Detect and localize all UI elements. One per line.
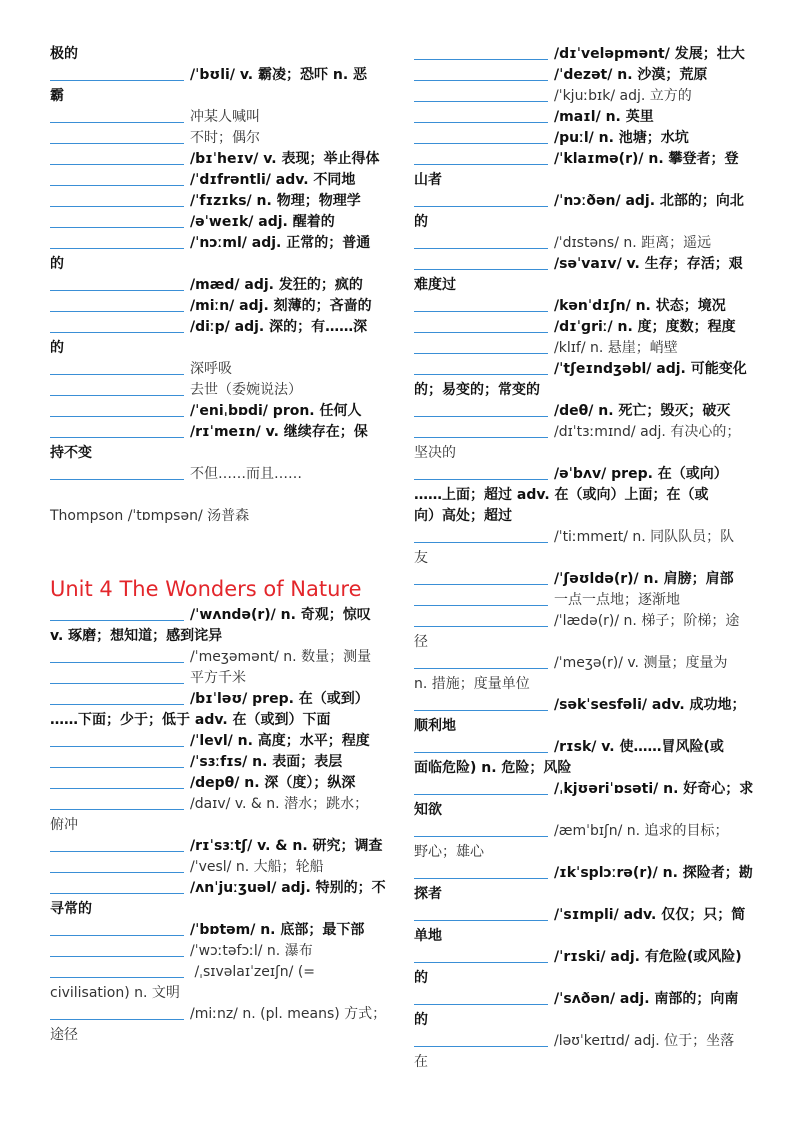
entry-text: /ˈtʃeɪndʒəbl/ adj. 可能变化 bbox=[554, 361, 747, 377]
entry-text: 野心；雄心 bbox=[414, 844, 484, 860]
vocab-continuation bbox=[414, 1010, 752, 1031]
entry-text: /mæd/ adj. 发狂的；疯的 bbox=[190, 277, 363, 293]
vocab-entry bbox=[414, 590, 752, 611]
vocab-continuation bbox=[50, 443, 388, 464]
answer-blank[interactable] bbox=[50, 360, 184, 375]
entry-text: n. 措施；度量单位 bbox=[414, 676, 530, 692]
vocab-continuation bbox=[50, 86, 388, 107]
entry-text: /rɪˈsɜːtʃ/ v. & n. 研究；调查 bbox=[190, 838, 383, 854]
vocab-entry bbox=[50, 773, 388, 794]
entry-text: /ˈdezət/ n. 沙漠；荒原 bbox=[554, 67, 708, 83]
entry-text: 友 bbox=[414, 550, 428, 566]
entry-text: /ˈrɪski/ adj. 有危险(或风险) bbox=[554, 949, 742, 965]
vocab-entry bbox=[50, 647, 388, 668]
answer-blank[interactable] bbox=[50, 858, 184, 873]
vocab-entry bbox=[50, 668, 388, 689]
vocab-entry bbox=[414, 65, 752, 86]
vocab-entry bbox=[414, 149, 752, 170]
entry-text: /dɪˈveləpmənt/ 发展；壮大 bbox=[554, 46, 745, 62]
entry-text: 的 bbox=[414, 970, 428, 986]
vocab-entry bbox=[414, 653, 752, 674]
vocab-continuation bbox=[50, 1025, 388, 1046]
vocab-entry bbox=[50, 233, 388, 254]
entry-text: /əˈbʌv/ prep. 在（或向） bbox=[554, 466, 728, 482]
answer-blank[interactable] bbox=[50, 297, 184, 312]
entry-text: ……上面；超过 adv. 在（或向）上面；在（或 bbox=[414, 487, 709, 503]
entry-text: /ˈwʌndə(r)/ n. 奇观；惊叹 bbox=[190, 607, 371, 623]
entry-text: /ˈwɔːtəfɔːl/ n. 瀑布 bbox=[190, 943, 313, 959]
answer-blank[interactable] bbox=[50, 192, 184, 207]
answer-blank[interactable] bbox=[414, 402, 548, 417]
entry-text: /ˈtiːmmeɪt/ n. 同队队员；队 bbox=[554, 529, 735, 545]
entry-text: 冲某人喊叫 bbox=[190, 109, 260, 125]
answer-blank[interactable] bbox=[50, 66, 184, 81]
entry-text: /ʌnˈjuːʒuəl/ adj. 特别的；不 bbox=[190, 880, 386, 896]
entry-text: /ˈeniˌbɒdi/ pron. 任何人 bbox=[190, 403, 362, 419]
answer-blank[interactable] bbox=[414, 360, 548, 375]
answer-blank[interactable] bbox=[50, 1005, 184, 1020]
answer-blank[interactable] bbox=[50, 465, 184, 480]
vocab-continuation bbox=[50, 44, 388, 65]
spacer bbox=[50, 485, 388, 506]
answer-blank[interactable] bbox=[50, 318, 184, 333]
vocab-entry bbox=[50, 317, 388, 338]
vocab-entry bbox=[414, 338, 752, 359]
vocab-continuation bbox=[414, 506, 752, 527]
answer-blank[interactable] bbox=[414, 990, 548, 1005]
unit-heading: Unit 4 The Wonders of Nature bbox=[50, 577, 362, 601]
entry-text: /klɪf/ n. 悬崖；峭壁 bbox=[554, 340, 678, 356]
entry-text: /ˈfɪzɪks/ n. 物理；物理学 bbox=[190, 193, 361, 209]
vocab-continuation bbox=[414, 632, 752, 653]
vocab-continuation bbox=[414, 443, 752, 464]
vocab-entry bbox=[50, 191, 388, 212]
vocab-entry bbox=[50, 857, 388, 878]
entry-text: 径 bbox=[414, 634, 428, 650]
entry-text: 单地 bbox=[414, 928, 442, 944]
answer-blank[interactable] bbox=[414, 864, 548, 879]
vocab-entry bbox=[50, 731, 388, 752]
answer-blank[interactable] bbox=[414, 570, 548, 585]
entry-text: 难度过 bbox=[414, 277, 456, 293]
answer-blank[interactable] bbox=[50, 774, 184, 789]
entry-text: 的 bbox=[50, 340, 64, 356]
answer-blank[interactable] bbox=[50, 276, 184, 291]
entry-text: /bɪˈləʊ/ prep. 在（或到） bbox=[190, 691, 369, 707]
entry-text: 持不变 bbox=[50, 445, 92, 461]
entry-text: 向）高处；超过 bbox=[414, 508, 512, 524]
entry-text: /kənˈdɪʃn/ n. 状态；境况 bbox=[554, 298, 726, 314]
entry-text: /ˈsɪmpli/ adv. 仅仅；只；简 bbox=[554, 907, 746, 923]
vocab-continuation bbox=[50, 815, 388, 836]
entry-text: /ˈsɜːfɪs/ n. 表面；表层 bbox=[190, 754, 343, 770]
entry-text: /diːp/ adj. 深的；有……深 bbox=[190, 319, 368, 335]
answer-blank[interactable] bbox=[414, 654, 548, 669]
vocab-entry bbox=[50, 149, 388, 170]
entry-text: 去世（委婉说法） bbox=[190, 382, 302, 398]
answer-blank[interactable] bbox=[414, 906, 548, 921]
vocab-continuation bbox=[50, 983, 388, 1004]
vocab-continuation bbox=[50, 254, 388, 275]
entry-text: 的 bbox=[414, 1012, 428, 1028]
vocab-entry bbox=[414, 737, 752, 758]
vocab-continuation bbox=[414, 485, 752, 506]
answer-blank[interactable] bbox=[50, 402, 184, 417]
answer-blank[interactable] bbox=[50, 837, 184, 852]
entry-text: 顺利地 bbox=[414, 718, 456, 734]
vocab-entry bbox=[414, 401, 752, 422]
entry-text: 深呼吸 bbox=[190, 361, 232, 377]
answer-blank[interactable] bbox=[50, 150, 184, 165]
entry-text: /ˈdɪstəns/ n. 距离；遥远 bbox=[554, 235, 712, 251]
answer-blank[interactable] bbox=[50, 234, 184, 249]
answer-blank[interactable] bbox=[414, 150, 548, 165]
vocab-entry bbox=[414, 947, 752, 968]
entry-text: 俯冲 bbox=[50, 817, 78, 833]
entry-text: 的 bbox=[50, 256, 64, 272]
vocab-continuation bbox=[414, 275, 752, 296]
entry-text: /ˈbɒtəm/ n. 底部；最下部 bbox=[190, 922, 365, 938]
answer-blank[interactable] bbox=[414, 192, 548, 207]
left-column bbox=[50, 44, 388, 1046]
answer-blank[interactable] bbox=[414, 528, 548, 543]
answer-blank[interactable] bbox=[50, 921, 184, 936]
answer-blank[interactable] bbox=[50, 795, 184, 810]
vocab-entry bbox=[414, 422, 752, 443]
entry-text: 山者 bbox=[414, 172, 442, 188]
vocab-entry bbox=[50, 794, 388, 815]
vocab-entry bbox=[414, 863, 752, 884]
right-column bbox=[414, 44, 752, 1073]
entry-text: /miːn/ adj. 刻薄的；吝啬的 bbox=[190, 298, 372, 314]
entry-text: /ˈvesl/ n. 大船；轮船 bbox=[190, 859, 324, 875]
vocab-continuation bbox=[414, 926, 752, 947]
answer-blank[interactable] bbox=[414, 780, 548, 795]
answer-blank[interactable] bbox=[414, 591, 548, 606]
answer-blank[interactable] bbox=[50, 381, 184, 396]
vocab-entry bbox=[414, 254, 752, 275]
answer-blank[interactable] bbox=[50, 129, 184, 144]
entry-text: 霸 bbox=[50, 88, 64, 104]
vocab-entry bbox=[414, 107, 752, 128]
vocab-entry bbox=[50, 464, 388, 485]
entry-text: /æmˈbɪʃn/ n. 追求的目标； bbox=[554, 823, 729, 839]
entry-text: /əˈweɪk/ adj. 醒着的 bbox=[190, 214, 335, 230]
vocab-continuation bbox=[50, 899, 388, 920]
vocab-entry bbox=[414, 695, 752, 716]
vocab-entry bbox=[414, 905, 752, 926]
vocab-continuation bbox=[50, 338, 388, 359]
vocab-continuation bbox=[414, 968, 752, 989]
vocab-entry bbox=[50, 380, 388, 401]
answer-blank[interactable] bbox=[414, 318, 548, 333]
answer-blank[interactable] bbox=[50, 942, 184, 957]
vocab-continuation bbox=[414, 674, 752, 695]
vocab-entry bbox=[50, 422, 388, 443]
vocab-entry bbox=[50, 275, 388, 296]
entry-text: /ˈbʊli/ v. 霸凌；恐吓 n. 恶 bbox=[190, 67, 368, 83]
answer-blank[interactable] bbox=[414, 423, 548, 438]
vocab-entry bbox=[414, 44, 752, 65]
vocab-entry bbox=[414, 527, 752, 548]
entry-text: 的；易变的；常变的 bbox=[414, 382, 540, 398]
answer-blank[interactable] bbox=[50, 423, 184, 438]
entry-text: /ˈdɪfrəntli/ adv. 不同地 bbox=[190, 172, 356, 188]
vocab-entry bbox=[50, 1004, 388, 1025]
vocab-entry bbox=[50, 212, 388, 233]
answer-blank[interactable] bbox=[414, 45, 548, 60]
entry-text: /ˈkjuːbɪk/ adj. 立方的 bbox=[554, 88, 692, 104]
vocab-entry bbox=[414, 317, 752, 338]
vocab-continuation bbox=[50, 626, 388, 647]
entry-text: /ˈsʌðən/ adj. 南部的；向南 bbox=[554, 991, 739, 1007]
entry-text: /deθ/ n. 死亡；毁灭；破灭 bbox=[554, 403, 731, 419]
vocab-entry bbox=[50, 296, 388, 317]
vocab-entry bbox=[50, 401, 388, 422]
vocab-entry bbox=[414, 464, 752, 485]
entry-text: civilisation) n. 文明 bbox=[50, 985, 180, 1001]
entry-text: 的 bbox=[414, 214, 428, 230]
entry-text: 极的 bbox=[50, 46, 78, 62]
answer-blank[interactable] bbox=[50, 213, 184, 228]
entry-text: /daɪv/ v. & n. 潜水；跳水； bbox=[190, 796, 369, 812]
entry-text: /ˈlevl/ n. 高度；水平；程度 bbox=[190, 733, 370, 749]
answer-blank[interactable] bbox=[50, 648, 184, 663]
entry-text: /dɪˈɡriː/ n. 度；度数；程度 bbox=[554, 319, 736, 335]
entry-text: 途径 bbox=[50, 1027, 78, 1043]
vocab-entry bbox=[414, 233, 752, 254]
answer-blank[interactable] bbox=[414, 612, 548, 627]
entry-text: /depθ/ n. 深（度）；纵深 bbox=[190, 775, 356, 791]
vocab-entry bbox=[50, 962, 388, 983]
vocab-entry bbox=[414, 611, 752, 632]
entry-text: /ˈmeʒə(r)/ v. 测量；度量为 bbox=[554, 655, 728, 671]
answer-blank[interactable] bbox=[414, 822, 548, 837]
answer-blank[interactable] bbox=[50, 171, 184, 186]
entry-text: ……下面；少于；低于 adv. 在（或到）下面 bbox=[50, 712, 331, 728]
answer-blank[interactable] bbox=[414, 948, 548, 963]
vocab-entry bbox=[50, 170, 388, 191]
entry-text: /səkˈsesfəli/ adv. 成功地； bbox=[554, 697, 746, 713]
vocab-entry bbox=[414, 296, 752, 317]
vocab-continuation bbox=[414, 758, 752, 779]
entry-text: /bɪˈheɪv/ v. 表现；举止得体 bbox=[190, 151, 380, 167]
entry-text: 坚决的 bbox=[414, 445, 456, 461]
vocab-entry bbox=[50, 941, 388, 962]
vocab-entry bbox=[414, 779, 752, 800]
answer-blank[interactable] bbox=[50, 108, 184, 123]
entry-text: /ˌsɪvəlaɪˈzeɪʃn/ (= bbox=[190, 964, 316, 980]
vocab-continuation bbox=[414, 380, 752, 401]
entry-text: /miːnz/ n. (pl. means) 方式； bbox=[190, 1006, 387, 1022]
answer-blank[interactable] bbox=[50, 690, 184, 705]
vocab-entry bbox=[414, 989, 752, 1010]
vocab-continuation bbox=[414, 716, 752, 737]
vocab-entry bbox=[50, 65, 388, 86]
vocab-entry bbox=[414, 128, 752, 149]
entry-text: /maɪl/ n. 英里 bbox=[554, 109, 654, 125]
answer-blank[interactable] bbox=[414, 66, 548, 81]
entry-text: /ˌkjʊəriˈɒsəti/ n. 好奇心；求 bbox=[554, 781, 754, 797]
vocab-continuation bbox=[50, 506, 388, 527]
answer-blank[interactable] bbox=[414, 87, 548, 102]
answer-blank[interactable] bbox=[414, 696, 548, 711]
vocab-entry bbox=[50, 752, 388, 773]
vocab-continuation bbox=[414, 548, 752, 569]
vocab-entry bbox=[50, 920, 388, 941]
entry-text: 不但……而且…… bbox=[190, 466, 302, 482]
answer-blank[interactable] bbox=[414, 1032, 548, 1047]
entry-text: /səˈvaɪv/ v. 生存；存活；艰 bbox=[554, 256, 743, 272]
entry-text: 在 bbox=[414, 1054, 428, 1070]
vocab-entry bbox=[50, 359, 388, 380]
entry-text: /puːl/ n. 池塘；水坑 bbox=[554, 130, 689, 146]
answer-blank[interactable] bbox=[414, 234, 548, 249]
entry-text: 寻常的 bbox=[50, 901, 92, 917]
vocab-continuation bbox=[414, 800, 752, 821]
answer-blank[interactable] bbox=[414, 255, 548, 270]
vocab-entry bbox=[50, 128, 388, 149]
entry-text: /rɪˈmeɪn/ v. 继续存在；保 bbox=[190, 424, 368, 440]
entry-text: 平方千米 bbox=[190, 670, 246, 686]
vocab-entry bbox=[414, 359, 752, 380]
entry-text: Thompson /ˈtɒmpsən/ 汤普森 bbox=[50, 508, 250, 524]
entry-text: /dɪˈtɜːmɪnd/ adj. 有决心的； bbox=[554, 424, 741, 440]
vocab-entry bbox=[414, 86, 752, 107]
entry-text: 知欲 bbox=[414, 802, 442, 818]
entry-text: /ləʊˈkeɪtɪd/ adj. 位于；坐落 bbox=[554, 1033, 735, 1049]
entry-text: /ˈnɔːðən/ adj. 北部的；向北 bbox=[554, 193, 744, 209]
answer-blank[interactable] bbox=[50, 963, 184, 978]
answer-blank[interactable] bbox=[414, 465, 548, 480]
answer-blank[interactable] bbox=[50, 879, 184, 894]
vocab-entry bbox=[414, 1031, 752, 1052]
answer-blank[interactable] bbox=[414, 129, 548, 144]
vocab-entry bbox=[50, 107, 388, 128]
entry-text: 探者 bbox=[414, 886, 442, 902]
vocab-continuation bbox=[414, 170, 752, 191]
vocab-entry bbox=[414, 191, 752, 212]
entry-text: /ˈklaɪmə(r)/ n. 攀登者；登 bbox=[554, 151, 739, 167]
answer-blank[interactable] bbox=[414, 108, 548, 123]
vocab-entry bbox=[414, 569, 752, 590]
entry-text: 不时；偶尔 bbox=[190, 130, 260, 146]
vocab-continuation bbox=[414, 212, 752, 233]
vocab-continuation bbox=[414, 1052, 752, 1073]
answer-blank[interactable] bbox=[50, 732, 184, 747]
vocab-continuation bbox=[414, 842, 752, 863]
entry-text: /ˈmeʒəmənt/ n. 数量；测量 bbox=[190, 649, 372, 665]
vocab-entry bbox=[50, 878, 388, 899]
entry-text: /ˈʃəʊldə(r)/ n. 肩膀；肩部 bbox=[554, 571, 734, 587]
vocab-entry bbox=[50, 605, 388, 626]
vocab-entry bbox=[50, 836, 388, 857]
entry-text: v. 琢磨；想知道；感到诧异 bbox=[50, 628, 223, 644]
answer-blank[interactable] bbox=[414, 339, 548, 354]
answer-blank[interactable] bbox=[50, 669, 184, 684]
entry-text: /ˈnɔːml/ adj. 正常的；普通 bbox=[190, 235, 371, 251]
answer-blank[interactable] bbox=[50, 606, 184, 621]
vocab-entry bbox=[50, 689, 388, 710]
entry-text: /rɪsk/ v. 使……冒风险(或 bbox=[554, 739, 724, 755]
entry-text: 一点一点地；逐渐地 bbox=[554, 592, 680, 608]
entry-text: /ɪkˈsplɔːrə(r)/ n. 探险者；勘 bbox=[554, 865, 753, 881]
vocab-entry bbox=[414, 821, 752, 842]
entry-text: 面临危险) n. 危险；风险 bbox=[414, 760, 572, 776]
answer-blank[interactable] bbox=[414, 738, 548, 753]
answer-blank[interactable] bbox=[414, 297, 548, 312]
answer-blank[interactable] bbox=[50, 753, 184, 768]
spacer bbox=[50, 527, 388, 569]
entry-text: /ˈlædə(r)/ n. 梯子；阶梯；途 bbox=[554, 613, 740, 629]
vocab-continuation bbox=[50, 710, 388, 731]
vocab-continuation bbox=[414, 884, 752, 905]
